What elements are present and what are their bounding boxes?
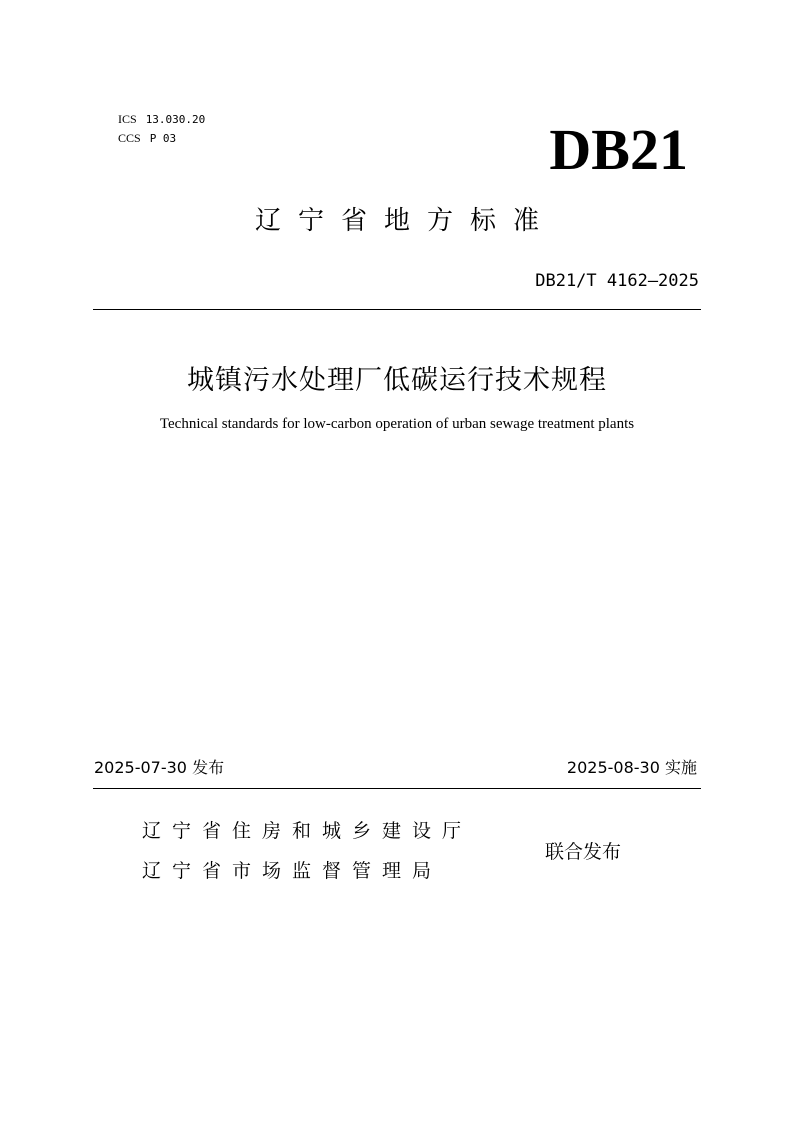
ccs-classification — [118, 131, 176, 146]
bottom-divider — [93, 788, 701, 789]
top-divider — [93, 309, 701, 310]
title-english: Technical standards for low-carbon operation of urban sewage treatment plants — [159, 416, 635, 432]
implementation-date: 2025-08-30 实施 — [566, 758, 697, 777]
ics-label: ICS — [118, 112, 137, 126]
ics-code: 13.030.20 — [145, 113, 206, 126]
issue-date: 2025-07-30 发布 — [94, 758, 225, 777]
ccs-code: P 03 — [149, 132, 177, 145]
ccs-label: CCS — [118, 131, 141, 145]
title-chinese: 城镇污水处理厂低碳运行技术规程 — [187, 365, 607, 396]
issuer-housing-department: 辽宁省住房和城乡建设厅 — [142, 820, 473, 842]
standard-number: DB21/T 4162—2025 — [535, 271, 699, 291]
issuer-market-regulation: 辽宁省市场监督管理局 — [142, 860, 443, 882]
db-logo: DB21 — [549, 117, 688, 182]
standard-type: 辽宁省地方标准 — [254, 206, 556, 236]
joint-release: 联合发布 — [545, 841, 622, 863]
ics-classification — [118, 112, 205, 127]
